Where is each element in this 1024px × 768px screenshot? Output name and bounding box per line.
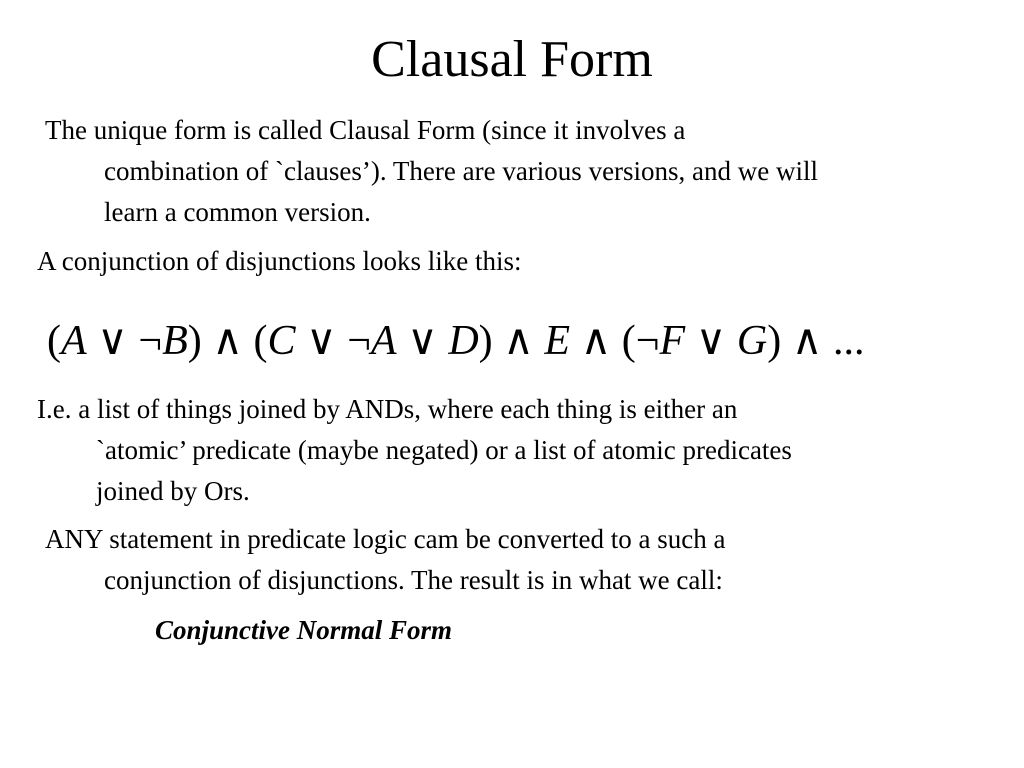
formula-operator: ∨ [685,318,737,364]
paragraph-line: joined by Ors. [96,476,250,506]
cnf-formula [47,313,864,369]
paragraph-line: combination of `clauses’). There are various versions, and we will [104,156,819,186]
formula-operator: ) ∧ ( [187,318,268,364]
formula-variable: A [61,318,87,364]
formula-operator: ) ∧ [478,318,545,364]
conjunctive-normal-form-term: Conjunctive Normal Form [155,615,453,645]
paragraph-conversion [45,519,725,601]
formula-variable: F [659,318,686,364]
slide-title: Clausal Form [371,31,653,88]
formula-operator: ) ∧ ... [767,318,865,364]
formula-variable: B [162,318,188,364]
formula-operator: ∨ ¬ [295,318,371,364]
paragraph-explanation [37,389,792,512]
formula-variable: D [448,318,479,364]
paragraph-clausal-form-intro [45,110,818,233]
formula-operator: ∧ (¬ [570,318,660,364]
paragraph-line: ANY statement in predicate logic cam be converted to a such a [45,524,726,554]
paragraph-line: I.e. a list of things joined by ANDs, where each thing is either an [37,394,738,424]
paragraph-line: learn a common version. [104,197,371,227]
paragraph-conjunction-intro: A conjunction of disjunctions looks like this: [37,246,522,276]
formula-operator: ( [47,318,61,364]
formula-operator: ∨ ¬ [86,318,163,364]
paragraph-line: conjunction of disjunctions. The result is in what we call: [104,565,723,595]
paragraph-line: `atomic’ predicate (maybe negated) or a list of atomic predicates [96,435,792,465]
formula-variable: C [267,318,296,364]
formula-variable: G [736,318,768,364]
paragraph-line: The unique form is called Clausal Form (since it involves a [45,115,686,145]
formula-operator: ∨ [396,318,449,364]
formula-variable: E [544,318,571,364]
formula-variable: A [370,318,397,364]
